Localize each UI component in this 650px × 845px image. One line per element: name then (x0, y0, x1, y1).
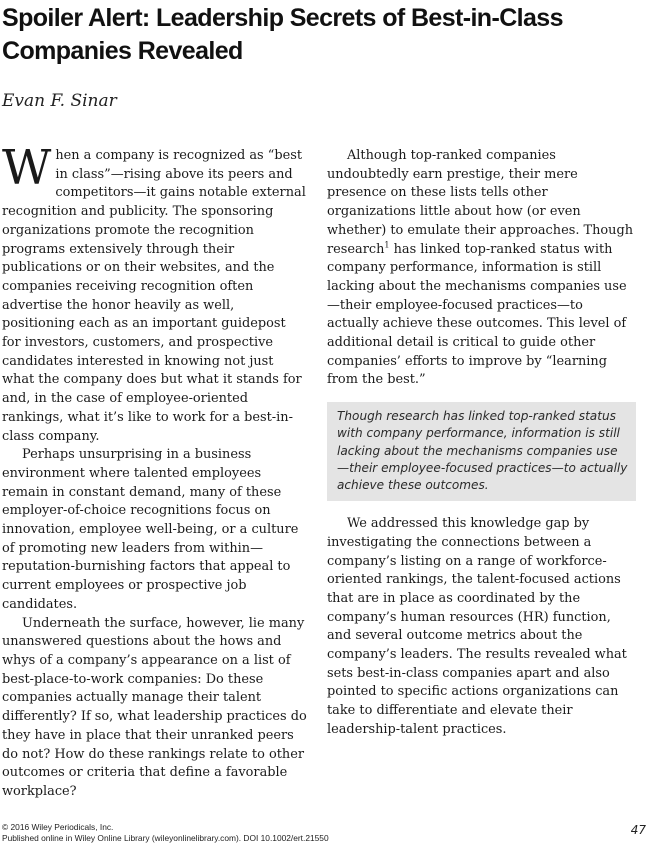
page-number: 47 (630, 823, 646, 837)
footnote-reference[interactable]: 1 (384, 240, 390, 250)
page-footer (2, 822, 648, 844)
drop-cap: W (2, 140, 52, 196)
pull-quote: Though research has linked top-ranked status with company performance, information is still lacking about the mechanisms companies use—their employee-focused practices—to actually achieve these outcomes. (327, 402, 636, 501)
paragraph-intro-text: hen a company is recognized as “best in class”—rising above its peers and competitors—it gains notable external recognition and publicity. The sponsoring organizations promote the recognition programs extensively through their publications or on their websites, and the companies receiving recognition often advertise the honor heavily as well, positioning each as an important guidepost for investors, customers, and prospective candidates interested in knowing not just what the company does but what it stands for and, in the case of employee-oriented rankings, what it’s like to work for a best-in-class company. (2, 148, 306, 444)
article-title (2, 2, 642, 68)
paragraph-knowledge-gap: We addressed this knowledge gap by investigating the connections between a company’s listing on a range of workforce-oriented rankings, the talent-focused actions that are in place as coordinated by the company’s human resources (HR) function, and several outcome metrics about the company’s leaders. The results revealed what sets best-in-class companies apart and also pointed to specific actions organizations can take to differentiate and elevate their leadership-talent practices. (327, 516, 627, 737)
article-title-line-1: Spoiler Alert: Leadership Secrets of Best-in-Class (2, 4, 563, 32)
paragraph-intro (2, 140, 308, 446)
paragraph-unanswered-questions: Underneath the surface, however, lie many unanswered questions about the hows and whys of a company’s appearance on a list of best-place-to-work companies: Do these companies actually manage their talent differently? If so, what leadership practices do they have in place that their unranked peers do not? How do these rankings relate to other outcomes or criteria that define a favorable workplace? (2, 615, 307, 799)
author-name: Evan F. Sinar (2, 91, 117, 111)
copyright-notice: © 2016 Wiley Periodicals, Inc. (2, 822, 114, 832)
article-title-line-2: Companies Revealed (2, 37, 243, 65)
paragraph-prestige-text-b: has linked top-ranked status with company performance, information is still lacking about the mechanisms companies use—their employee-focused practices—to actually achieve these outcomes. This level of additional detail is critical to guide other companies’ efforts to improve by “learning from the best.” (327, 241, 627, 388)
paragraph-prestige-text-a: Although top-ranked companies undoubtedly earn prestige, their mere presence on these lists tells other organizations little about how (or even whether) to emulate their approaches. Though research (327, 148, 634, 257)
left-column (2, 140, 308, 802)
right-column (327, 147, 636, 740)
paragraph-prestige (327, 147, 636, 390)
publication-info: Published online in Wiley Online Library (wileyonlinelibrary.com). DOI 10.1002/ert.21550 (2, 833, 329, 843)
paragraph-employer-of-choice: Perhaps unsurprising in a business environment where talented employees remain in constant demand, many of these employer-of-choice recognitions focus on innovation, employee well-being, or a culture of promoting new leaders from within—reputation-burnishing factors that appeal to current employees or prospective job candidates. (2, 447, 299, 612)
